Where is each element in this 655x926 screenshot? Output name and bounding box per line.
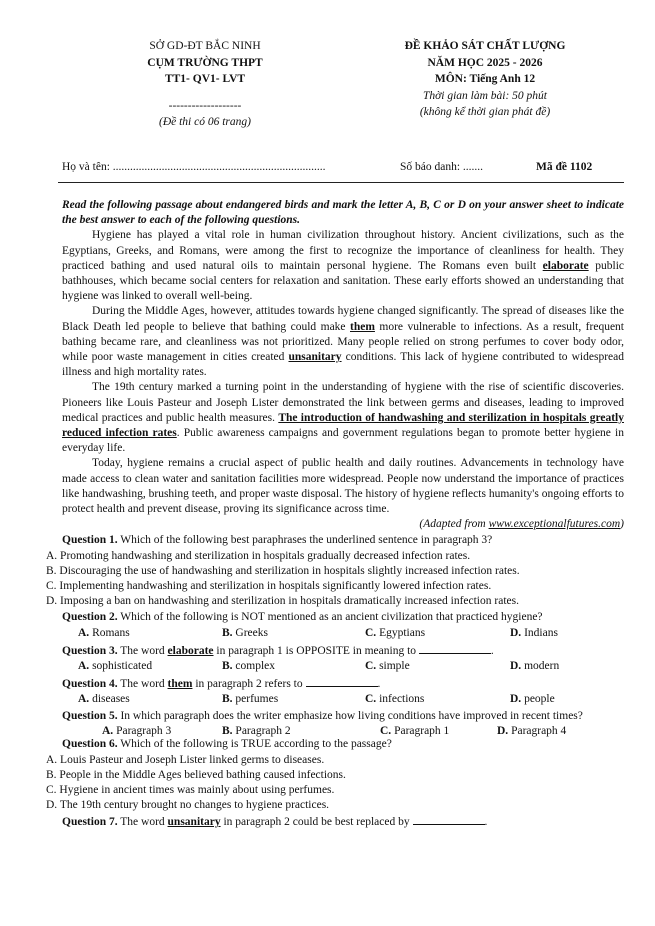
underlined-word-elaborate: elaborate: [542, 259, 589, 272]
header-divider: [58, 182, 624, 183]
question-6-text: Which of the following is TRUE according to the passage?: [117, 738, 392, 751]
question-7-text-a: The word: [117, 816, 168, 829]
separator-dashes: -------------------: [168, 99, 242, 112]
paragraph-1-text-b: public bathhouses, which became social centers for relaxation and sanitation. These early efforts showed an understanding that hygiene was linked to overall well-being.: [62, 259, 624, 303]
underlined-word-them: them: [350, 320, 375, 333]
answer-blank: [419, 643, 491, 654]
question-1-label: Question 1.: [62, 534, 118, 547]
answer-blank: [413, 814, 485, 825]
question-4-text-b: in paragraph 2 refers to: [192, 677, 306, 690]
question-3-option-c[interactable]: C. simple: [365, 659, 410, 672]
question-1-option-a[interactable]: A. Promoting handwashing and sterilization in hospitals gradually decreased infection rates.: [46, 549, 471, 562]
question-7-text-b: in paragraph 2 could be best replaced by: [220, 816, 413, 829]
school-cluster: CỤM TRƯỜNG THPT: [147, 56, 263, 69]
question-7-word: unsanitary: [167, 816, 221, 829]
subject: MÔN: Tiếng Anh 12: [434, 73, 536, 85]
question-7-label: Question 7.: [62, 816, 118, 829]
question-2-option-a[interactable]: A. Romans: [78, 626, 130, 639]
exam-title: ĐỀ KHẢO SÁT CHẤT LƯỢNG: [404, 40, 566, 52]
question-2-option-b[interactable]: B. Greeks: [222, 626, 268, 639]
question-3-text-b: in paragraph 1 is OPPOSITE in meaning to: [213, 644, 419, 657]
question-4-label: Question 4.: [62, 677, 118, 690]
question-5-option-a[interactable]: A. Paragraph 3: [102, 725, 172, 738]
question-5-option-c[interactable]: C. Paragraph 1: [380, 725, 450, 738]
question-3-option-d[interactable]: D. modern: [510, 659, 560, 672]
question-2-option-c[interactable]: C. Egyptians: [365, 626, 426, 639]
paragraph-4: Today, hygiene remains a crucial aspect of public health and daily routines. Advancements in technology have made access to clean water and sanitation facilities more widespread. People now understand the importance of practices like handwashing, brushing teeth, and proper waste disposal. The history of hygiene reflects humanity's ongoing efforts to protect health and prevent disease, proving its significance across time.: [62, 457, 624, 516]
school-year: NĂM HỌC 2025 - 2026: [427, 56, 543, 69]
candidate-number-field: Số báo danh: .......: [400, 161, 484, 173]
question-6-option-b[interactable]: B. People in the Middle Ages believed bathing caused infections.: [46, 768, 346, 781]
question-1-option-c[interactable]: C. Implementing handwashing and sterilization in hospitals significantly lowered infection rates.: [46, 580, 492, 593]
question-7-end: .: [484, 816, 488, 829]
question-2-option-d[interactable]: D. Indians: [510, 626, 558, 639]
question-3-text-a: The word: [117, 644, 168, 657]
time-note: (không kể thời gian phát đề): [419, 106, 551, 118]
question-1-option-b[interactable]: B. Discouraging the use of handwashing and sterilization in hospitals slightly increased infection rates.: [46, 564, 520, 577]
question-2-options: [62, 626, 624, 642]
paragraph-3-text-a: The 19th century marked a turning point in the understanding of hygiene with the rise of scientific discoveries. Pioneers like Louis Pasteur and Joseph Lister demonstrated the link between germs and diseases, leading to improved medical practices and public health measures.: [62, 381, 624, 424]
question-5-label: Question 5.: [62, 710, 118, 723]
question-4-word: them: [167, 677, 193, 690]
source-suffix: ): [620, 518, 624, 531]
question-1: [62, 533, 624, 548]
question-3-option-a[interactable]: A. sophisticated: [78, 659, 153, 672]
question-2-text: Which of the following is NOT mentioned as an ancient civilization that practiced hygiene?: [117, 611, 543, 624]
question-1-option-d[interactable]: D. Imposing a ban on handwashing and sterilization in hospitals dramatically increased infection rates.: [46, 595, 519, 608]
question-4-option-b[interactable]: B. perfumes: [222, 693, 279, 706]
question-3-option-b[interactable]: B. complex: [222, 659, 276, 672]
question-1-text: Which of the following best paraphrases the underlined sentence in paragraph 3?: [117, 534, 493, 547]
question-5-option-b[interactable]: B. Paragraph 2: [222, 725, 291, 738]
question-4-options: [62, 692, 624, 708]
source-citation: [62, 517, 624, 532]
question-2-label: Question 2.: [62, 611, 118, 624]
question-3-options: [62, 659, 624, 675]
source-link[interactable]: www.exceptionalfutures.com: [488, 518, 621, 531]
question-6-option-a[interactable]: A. Louis Pasteur and Joseph Lister linked germs to diseases.: [46, 753, 325, 766]
question-3-word: elaborate: [167, 644, 214, 657]
header-left: [110, 38, 300, 131]
school-codes: TT1- QV1- LVT: [164, 73, 246, 85]
paragraph-2-text-b: more vulnerable to infections. As a result, frequent bathing became rare, and cleanliness was not prioritized. Many people relied on strong perfumes to cover body odor, while poor waste management in cities created: [62, 320, 624, 364]
question-4-end: .: [377, 677, 381, 690]
question-6-option-c[interactable]: C. Hygiene in ancient times was mainly about using perfumes.: [46, 783, 335, 796]
question-3: [62, 643, 624, 659]
source-prefix: (Adapted from: [419, 518, 489, 531]
question-2: [62, 610, 624, 625]
answer-blank: [306, 676, 378, 687]
question-7: [62, 814, 624, 830]
paragraph-2-text-a: During the Middle Ages, however, attitudes towards hygiene changed significantly. The spread of diseases like the Black Death led people to believe that bathing could make: [62, 305, 624, 333]
question-3-end: .: [490, 644, 494, 657]
instruction: Read the following passage about endangered birds and mark the letter A, B, C or D on your answer sheet to indicate the best answer to each of the following questions.: [62, 199, 624, 227]
paragraph-3-text-b: . Public awareness campaigns and government regulations began to promote better hygiene in everyday life.: [62, 427, 624, 455]
question-4-option-c[interactable]: C. infections: [365, 693, 425, 706]
underlined-word-unsanitary: unsanitary: [288, 351, 342, 364]
department-name: SỞ GD-ĐT BẮC NINH: [149, 40, 261, 52]
page-count-note: (Đề thi có 06 trang): [159, 116, 251, 128]
paragraph-2: [62, 304, 624, 380]
question-4-option-d[interactable]: D. people: [510, 693, 555, 706]
question-6-label: Question 6.: [62, 738, 118, 751]
paragraph-1-text-a: Hygiene has played a vital role in human civilization throughout history. Ancient civilizations, such as the Egyptians, Greeks, and Romans, were among the first to recognize the importance of cleanliness for health. They practiced bathing and used natural oils to maintain personal hygiene. The Romans even built: [62, 229, 624, 272]
header-right: [360, 38, 610, 121]
time-limit: Thời gian làm bài: 50 phút: [422, 89, 548, 102]
question-5: [62, 709, 624, 724]
underlined-sentence: The introduction of handwashing and sterilization in hospitals greatly reduced infection rates: [62, 411, 624, 440]
question-6-option-d[interactable]: D. The 19th century brought no changes to hygiene practices.: [46, 799, 330, 812]
question-3-label: Question 3.: [62, 644, 118, 657]
exam-code: Mã đề 1102: [536, 161, 593, 173]
student-name-field: Họ và tên: ..........................................................................: [62, 161, 326, 173]
exam-content: [46, 198, 624, 831]
paragraph-1: [62, 228, 624, 304]
paragraph-2-text-c: conditions. This lack of hygiene contributed to widespread illness and high mortality rates.: [62, 351, 624, 379]
question-5-options: [62, 724, 624, 740]
question-5-option-d[interactable]: D. Paragraph 4: [497, 725, 567, 738]
question-4-text-a: The word: [117, 677, 168, 690]
question-4-option-a[interactable]: A. diseases: [78, 693, 130, 706]
question-4: [62, 676, 624, 692]
paragraph-3: [62, 380, 624, 456]
question-5-text: In which paragraph does the writer emphasize how living conditions have improved in recent times?: [117, 710, 583, 723]
